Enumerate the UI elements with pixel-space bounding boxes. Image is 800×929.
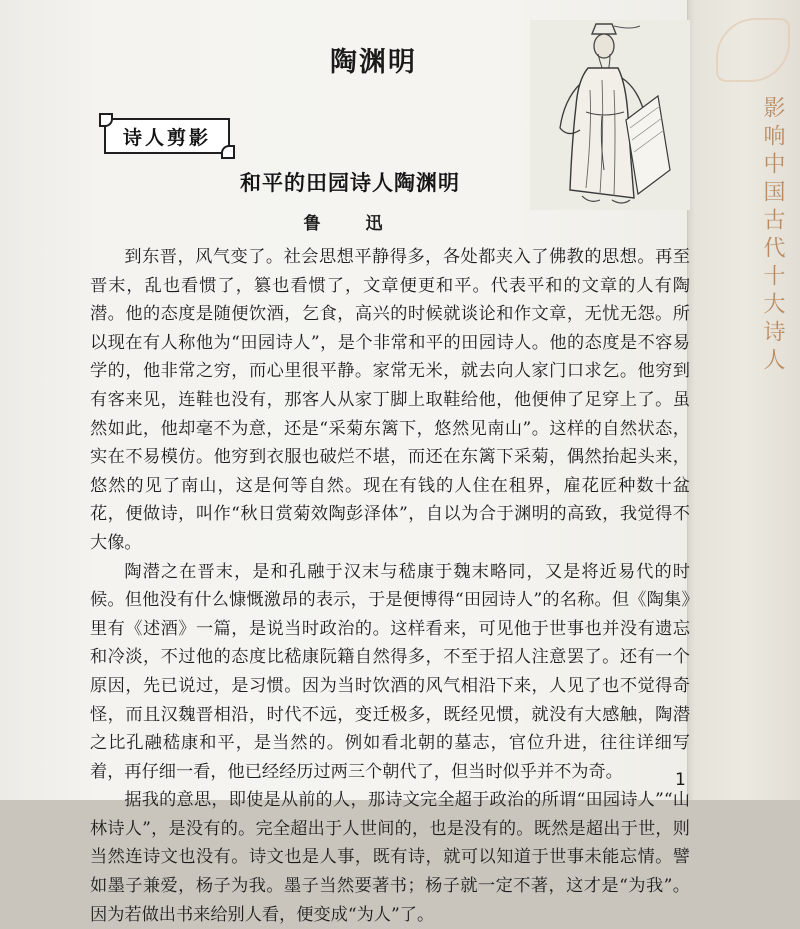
paragraph-2: 陶潜之在晋末，是和孔融于汉末与嵇康于魏末略同，又是将近易代的时候。但他没有什么慷慨激昂的表示，于是便博得“田园诗人”的名称。但《陶集》里有《述酒》一篇，是说当时政治的。这样看来，可见他于世事也并没有遗忘和冷淡，不过他的态度比嵇康阮籍自然得多，不至于招人注意罢了。还有一个原因，先已说过，是习惯。因为当时饮酒的风气相沿下来，人见了也不觉得奇怪，而且汉魏晋相沿，时代不远，变迁极多，既经见惯，就没有大感触，陶潜之比孔融嵇康和平，是当然的。例如看北朝的墓志，官位升进，往往详细写着，再仔细一看，他已经经历过两三个朝代了，但当时似乎并不为奇。 bbox=[90, 561, 690, 782]
side-vertical-title: 影响中国古代十大诗人 bbox=[760, 96, 785, 376]
paragraph-3: 据我的意思，即使是从前的人，那诗文完全超于政治的所谓“田园诗人”“山林诗人”，是没有的。完全超出于人世间的，也是没有的。既然是超出于世，则当然连诗文也没有。诗文也是人事，既有诗，就可以知道于世事未能忘情。譬如墨子兼爱，杨子为我。墨子当然要著书；杨子就一定不著，这才是“为我”。因为若做出书来给别人看，便变成“为人”了。 bbox=[90, 790, 690, 925]
side-margin-strip bbox=[687, 0, 800, 800]
section-badge-label: 诗人剪影 bbox=[122, 126, 211, 149]
side-decoration-icon bbox=[716, 18, 790, 82]
article-body bbox=[90, 243, 690, 929]
article-author: 鲁 迅 bbox=[303, 214, 397, 234]
page-number: 1 bbox=[675, 770, 686, 790]
paragraph-1: 到东晋，风气变了。社会思想平静得多，各处都夹入了佛教的思想。再至晋末，乱也看惯了，篡也看惯了，文章便更和平。代表平和的文章的人有陶潜。他的态度是随便饮酒，乞食，高兴的时候就谈论和作文章，无忧无怨。所以现在有人称他为“田园诗人”，是个非常和平的田园诗人。他的态度是不容易学的，他非常之穷，而心里很平静。家常无米，就去向人家门口求乞。他穷到有客来见，连鞋也没有，那客人从家丁脚上取鞋给他，他便伸了足穿上了。虽然如此，他却毫不为意，还是“采菊东篱下，悠然见南山”。这样的自然状态，实在不易模仿。他穷到衣服也破烂不堪，而还在东篱下采菊，偶然抬起头来，悠然的见了南山，这是何等自然。现在有钱的人住在租界，雇花匠种数十盆花，便做诗，叫作“秋日赏菊效陶彭泽体”，自以为合于渊明的高致，我觉得不大像。 bbox=[90, 247, 690, 553]
section-badge bbox=[104, 118, 230, 154]
chapter-title: 陶渊明 bbox=[330, 47, 417, 78]
article-title: 和平的田园诗人陶渊明 bbox=[240, 171, 460, 195]
